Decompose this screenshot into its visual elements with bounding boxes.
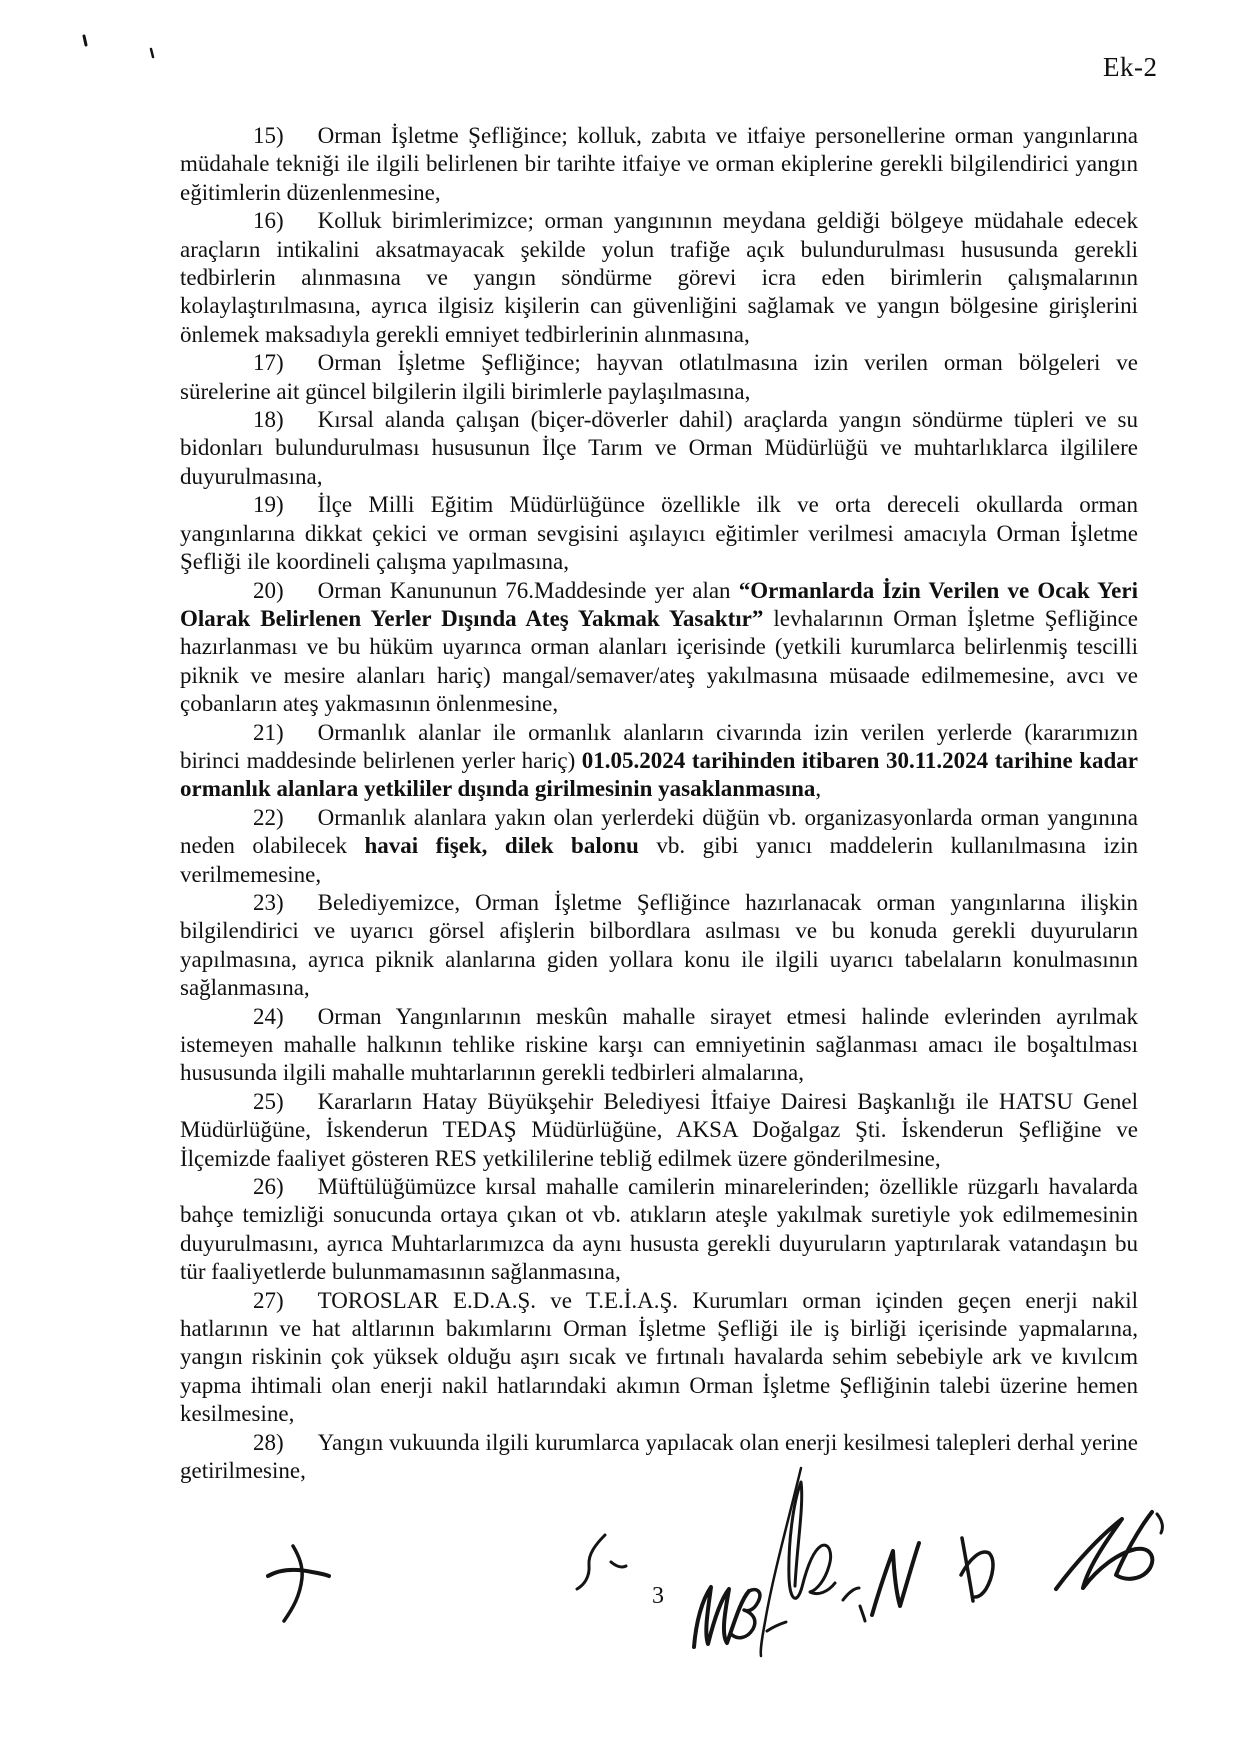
item-text: Belediyemizce, Orman İşletme Şefliğince hazırlanacak orman yangınlarına ilişkin bilgilendirici ve uyarıcı görsel afişlerin bilbordlara asılması ve bu konuda gerekli duyuruların yapılmasına, ayrıca piknik alanlarına giden yollara konu ile ilgili uyarıcı tabelaların konulmasının sağlanmasına, [180,889,1138,1001]
item-number: 21) [253,719,284,745]
signature-pen-tick [843,1588,859,1600]
signature-scribble-center [694,1587,749,1647]
item-text: levhalarının Orman İşletme Şefliğince hazırlanması ve bu hüküm uyarınca orman alanları içerisinde (yetkili kurumlarca belirlenmiş tescilli piknik ve mesire alanları hariç) mangal/semaver/ateş yakılmasına müsaade edilmemesine, avcı ve çobanların ateş yakmasının önlenmesine, [180,605,1138,717]
decision-item-20 [180,577,1138,719]
ink-speck-2 [151,49,153,57]
annex-label: Ek-2 [1103,52,1158,82]
item-number: 22) [253,804,284,830]
item-number: 20) [253,577,284,603]
signature-h-stem [962,1538,973,1601]
signature-m [872,1543,919,1615]
signature-t-stroke [577,1535,605,1589]
item-number: 24) [253,1003,284,1029]
decision-item-24 [180,1003,1138,1088]
signature-t-dash [611,1562,626,1567]
item-text-bold: havai fişek, dilek balonu [364,833,639,859]
signature-flourish-tick [1157,1514,1162,1533]
item-text: Ormanlık alanlara yakın olan yerlerdeki düğün vb. organizasyonlarda orman yangınına neden olabilecek [180,804,1138,859]
signature-cross-bar [268,1570,329,1576]
item-text-bold: “Ormanlarda İzin Verilen ve Ocak Yeri Olarak Belirlenen Yerler Dışında Ateş Yakmak Yasaktır” [180,577,1138,631]
signature-scribble-center-loop [731,1590,760,1638]
signature-h-hook [961,1552,993,1597]
item-number: 27) [253,1287,284,1313]
decision-item-25 [180,1088,1138,1173]
decision-items [180,122,1138,1486]
item-text: Müftülüğümüzce kırsal mahalle camilerin minarelerinden; özellikle rüzgarlı havalarda bahçe temizliği sonucunda ortaya çıkan ot vb. atıkların ateşle yakılmak suretiyle yok edilmemesinin duyurulmasını, ayrıca Muhtarlarımızca da aynı hususta gerekli duyuruların yaptırılarak vatandaşın bu tür faaliyetlerde bulunmamasının sağlanmasına, [180,1174,1138,1285]
item-text: Yangın vukuunda ilgili kurumlarca yapılacak olan enerji kesilmesi talepleri derhal yerine getirilmesine, [180,1429,1138,1484]
item-text-bold: 01.05.2024 tarihinden itibaren 30.11.2024 tarihine kadar ormanlık alanlara yetkililer dışında girilmesinin yasaklanmasına [180,747,1138,802]
item-text: Orman İşletme Şefliğince; kolluk, zabıta ve itfaiye personellerine orman yangınlarına müdahale tekniği ile ilgili belirlenen bir tarihte itfaiye ve orman ekiplerine gerekli bilgilendirici yangın eğitimlerin düzenlenmesine, [180,123,1138,205]
decision-item-23 [180,889,1138,1003]
decision-item-22 [180,804,1138,889]
decision-item-21 [180,719,1138,804]
item-number: 26) [253,1174,284,1200]
item-text: Orman Yangınlarının meskûn mahalle sirayet etmesi halinde evlerinden ayrılmak istemeyen mahalle halkının tehlike riskine karşı can emniyetinin sağlanması amacı ile boşaltılması hususunda ilgili mahalle muhtarlarının gerekli tedbirleri almalarına, [180,1003,1138,1086]
item-text: İlçe Milli Eğitim Müdürlüğünce özellikle ilk ve orta dereceli okullarda orman yangınlarına dikkat çekici ve orman sevgisini aşılayıcı eğitimler verilmesi amacıyla Orman İşletme Şefliği ile koordineli çalışma yapılmasına, [180,492,1138,575]
item-text: Ormanlık alanlar ile ormanlık alanların civarında izin verilen yerlerde (kararımızın birinci maddesinde belirlenen yerler hariç) [180,719,1138,773]
signature-pen-stroke [761,1468,801,1656]
ink-speck-1 [84,36,86,45]
signature-cross [284,1546,302,1621]
signature-scribble-center-dash [767,1622,786,1631]
item-text: Orman Kanununun 76.Maddesinde yer alan [317,577,739,603]
item-text: Kolluk birimlerimizce; orman yangınının meydana geldiği bölgeye müdahale edecek araçların intikalini aksatmayacak şekilde yolun trafiğe açık bulundurulması hususunda gerekli tedbirlerin alınmasına ve yangın söndürme görevi icra eden birimlerin çalışmalarının kolaylaştırılmasına, ayrıca ilgisiz kişilerin can güvenliğini sağlamak ve yangın bölgesine girişlerini önlemek maksadıyla gerekli emniyet tedbirlerinin alınmasına, [180,208,1138,347]
item-number: 23) [253,889,284,915]
item-number: 15) [253,123,284,148]
item-number: 18) [253,407,284,433]
item-number: 17) [253,350,284,376]
item-text: TOROSLAR E.D.A.Ş. ve T.E.İ.A.Ş. Kurumları orman içinden geçen enerji nakil hatlarının ve hat altlarının bakımlarını Orman İşletme Şefliği ile iş birliği içerisinde yapmalarına, yangın riskinin çok yüksek olduğu aşırı sıcak ve fırtınalı havalarda sehim sebebiyle ark ve kıvılcım yapma ihtimali olan enerji nakil hatlarındaki akımın Orman İşletme Şefliğinin talebi üzerine hemen kesilmesine, [180,1287,1138,1427]
item-number: 16) [253,208,284,234]
item-text: , [815,776,822,802]
signature-m-comma [860,1606,865,1621]
item-text: Kırsal alanda çalışan (biçer-döverler dahil) araçlarda yangın söndürme tüpleri ve su bidonları bulundurulması hususunun İlçe Tarım ve Orman Müdürlüğü ve muhtarlıklarca ilgililere duyurulmasına, [180,407,1138,489]
signature-pen-loop [789,1482,835,1598]
decision-item-27 [180,1287,1138,1429]
item-number: 28) [253,1429,284,1455]
decision-item-18 [180,406,1138,491]
item-number: 19) [253,492,284,518]
decision-item-17 [180,349,1138,406]
item-text: vb. gibi yanıcı maddelerin kullanılmasına izin verilmemesine, [180,833,1138,887]
item-text: Kararların Hatay Büyükşehir Belediyesi İtfaiye Dairesi Başkanlığı ile HATSU Genel Müdürlüğüne, İskenderun TEDAŞ Müdürlüğüne, AKSA Doğalgaz Şti. İskenderun Şefliğine ve İlçemizde faaliyet gösteren RES yetkililerine tebliğ edilmek üzere gönderilmesine, [180,1088,1138,1171]
decision-item-15 [180,122,1138,207]
item-number: 25) [253,1088,284,1114]
signature-flourish [1056,1512,1152,1589]
decision-item-19 [180,491,1138,576]
decision-item-26 [180,1173,1138,1287]
decision-item-16 [180,207,1138,349]
decision-item-28 [180,1429,1138,1486]
item-text: Orman İşletme Şefliğince; hayvan otlatılmasına izin verilen orman bölgeleri ve sürelerine ait güncel bilgilerin ilgili birimlerle paylaşılmasına, [180,350,1138,404]
page-number: 3 [652,1583,664,1609]
